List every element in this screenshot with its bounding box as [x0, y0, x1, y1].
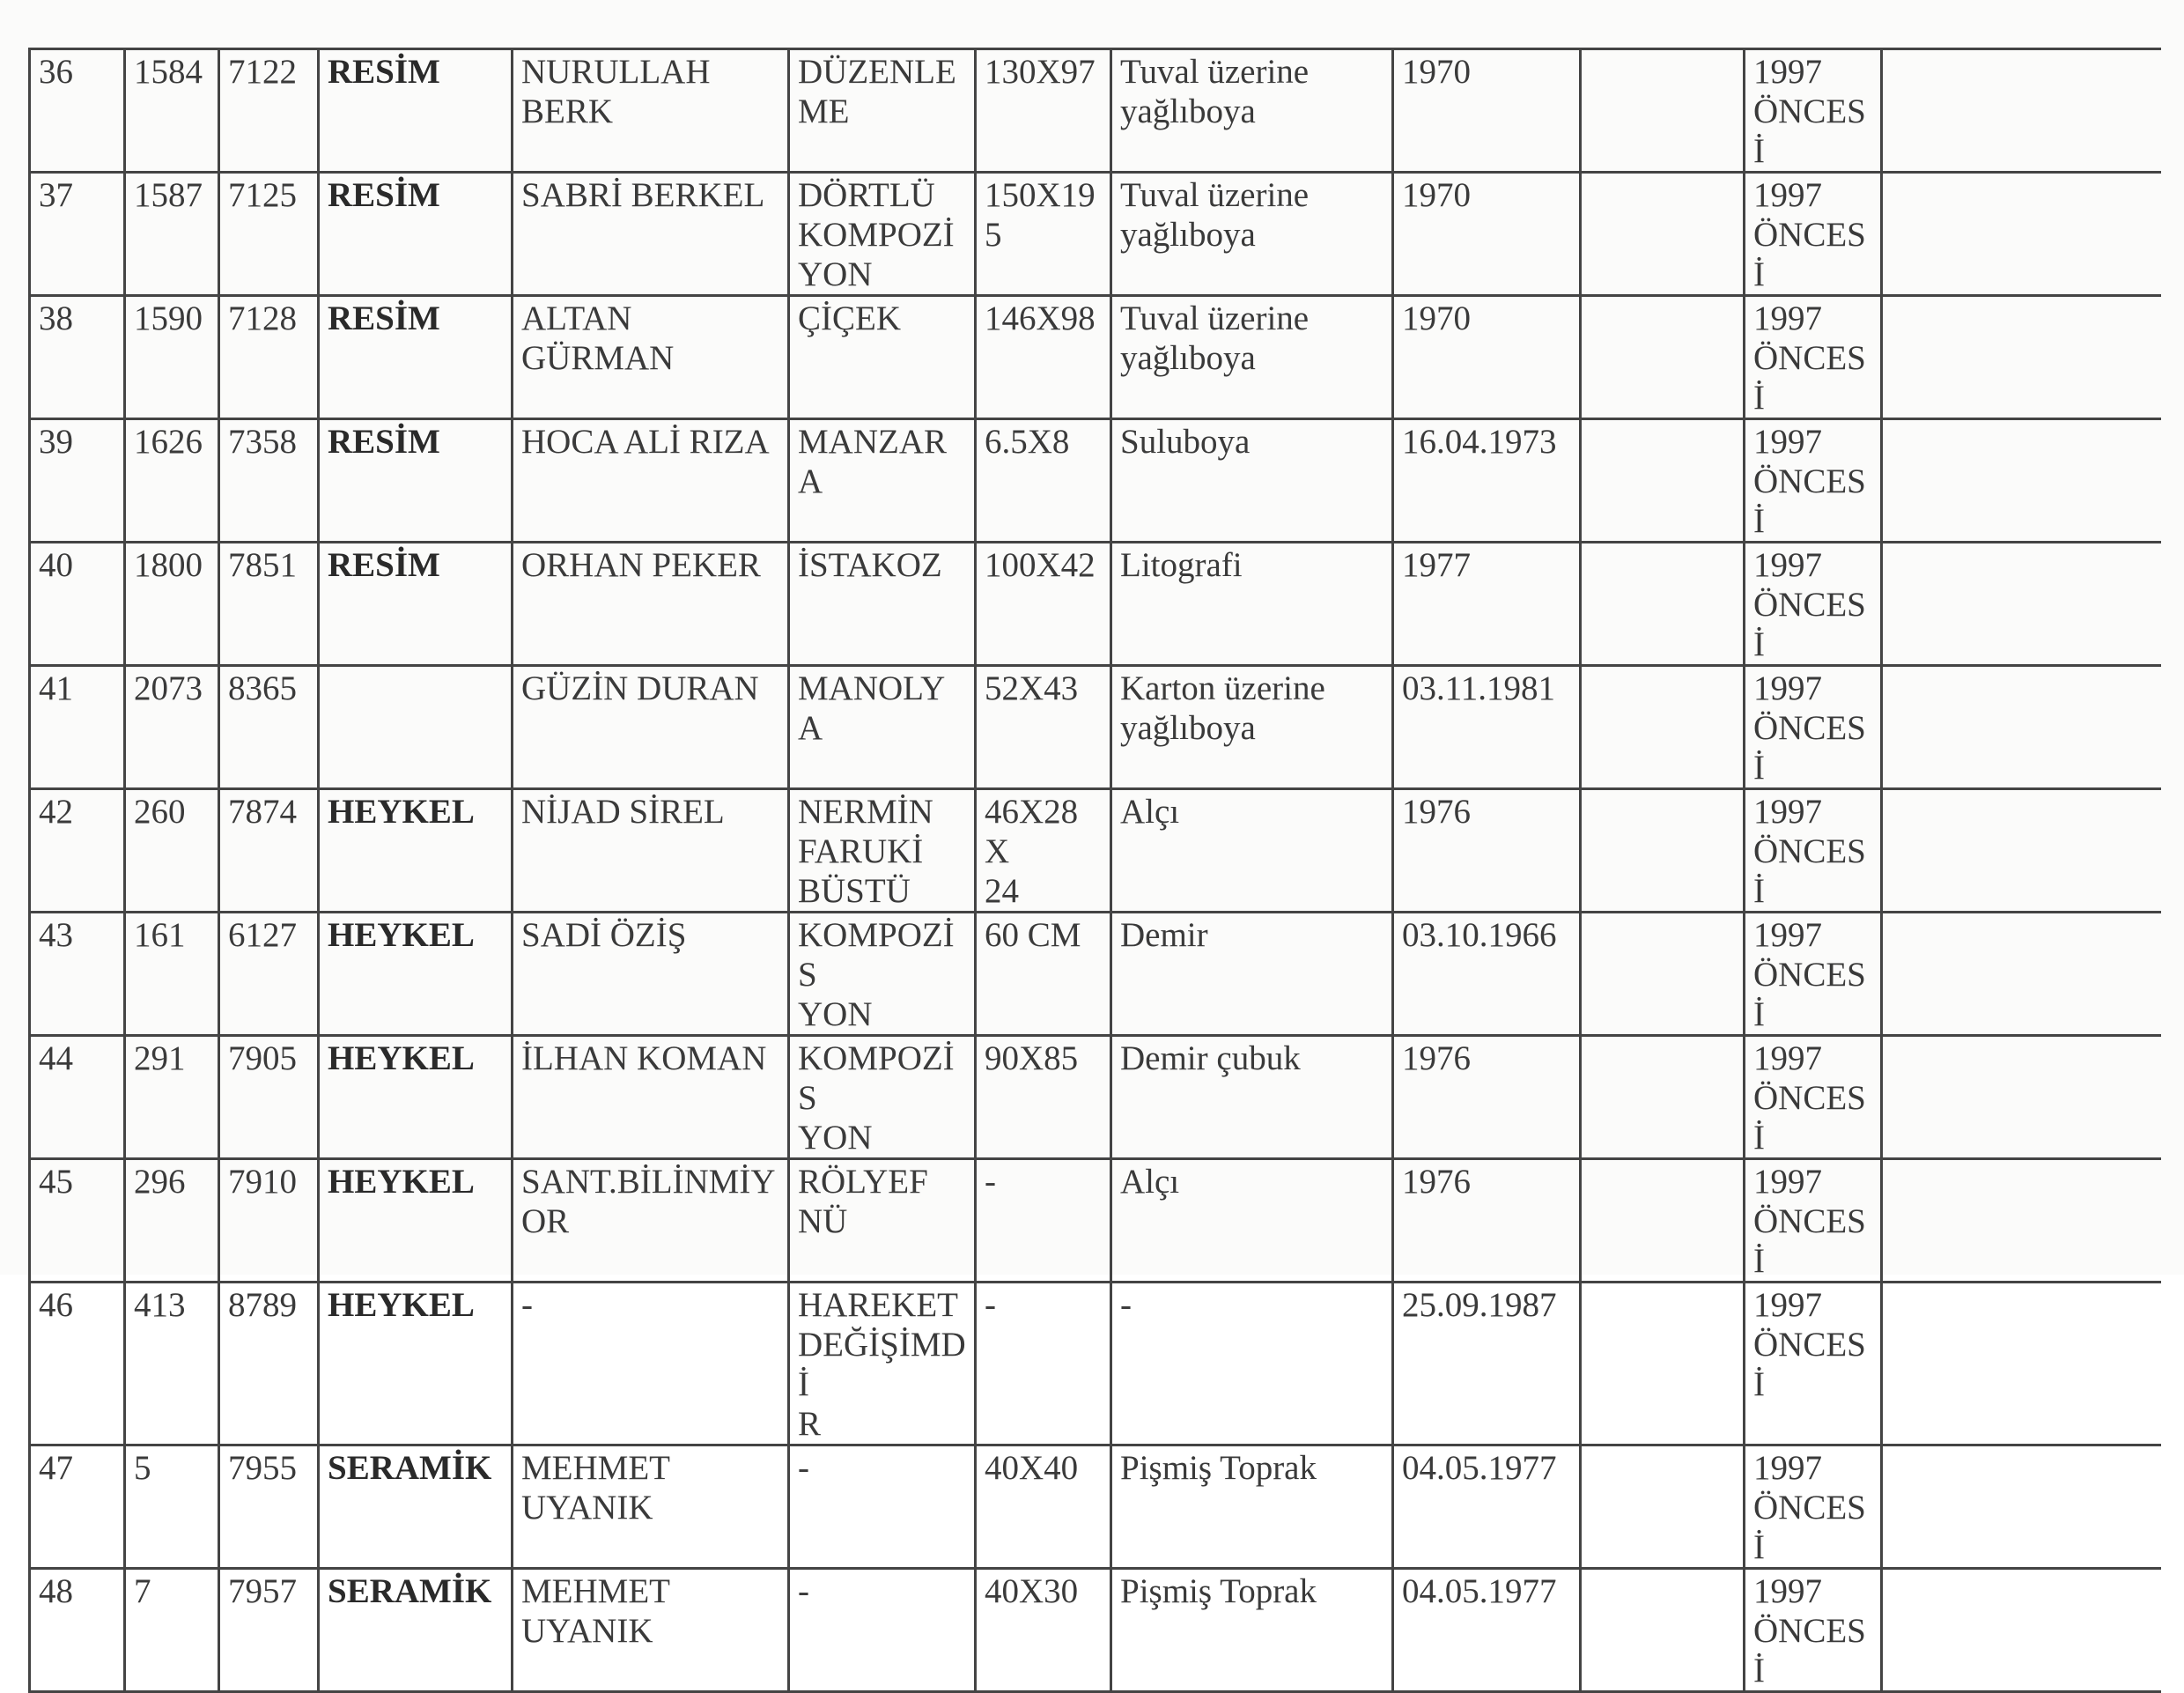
cell-acquisition-note: 1997 ÖNCESİ: [1745, 913, 1882, 1036]
cell-inventory-no-1: 1800: [125, 543, 219, 666]
cell-date: 1976: [1393, 789, 1581, 913]
cell-material: Demir: [1111, 913, 1393, 1036]
cell-date: 1970: [1393, 296, 1581, 419]
cell-extra: [1882, 666, 2161, 789]
cell-artist: SABRİ BERKEL: [513, 173, 789, 296]
cell-material: Litografi: [1111, 543, 1393, 666]
cell-date: 03.11.1981: [1393, 666, 1581, 789]
cell-date: 04.05.1977: [1393, 1569, 1581, 1692]
cell-acquisition-note: 1997 ÖNCESİ: [1745, 543, 1882, 666]
cell-title: HAREKET DEĞİŞİMDİ R: [789, 1283, 976, 1445]
cell-blank: [1581, 789, 1745, 913]
cell-inventory-no-1: 296: [125, 1159, 219, 1283]
cell-acquisition-note: 1997 ÖNCESİ: [1745, 1445, 1882, 1569]
cell-inventory-no-1: 260: [125, 789, 219, 913]
cell-artwork-type: RESİM: [319, 543, 513, 666]
cell-row-number: 36: [30, 49, 125, 173]
artwork-inventory-table: [28, 48, 2161, 1693]
cell-inventory-no-2: 7957: [219, 1569, 319, 1692]
cell-title: -: [789, 1445, 976, 1569]
cell-row-number: 40: [30, 543, 125, 666]
cell-dimensions: 40X40: [976, 1445, 1111, 1569]
cell-extra: [1882, 913, 2161, 1036]
cell-inventory-no-1: 291: [125, 1036, 219, 1159]
cell-artist: ORHAN PEKER: [513, 543, 789, 666]
cell-inventory-no-1: 1626: [125, 419, 219, 543]
cell-inventory-no-2: 8365: [219, 666, 319, 789]
cell-blank: [1581, 296, 1745, 419]
cell-artist: ALTAN GÜRMAN: [513, 296, 789, 419]
cell-artist: SANT.BİLİNMİY OR: [513, 1159, 789, 1283]
table-row: [30, 1159, 2161, 1283]
cell-title: KOMPOZİS YON: [789, 1036, 976, 1159]
cell-extra: [1882, 419, 2161, 543]
cell-row-number: 47: [30, 1445, 125, 1569]
cell-artwork-type: [319, 666, 513, 789]
cell-artist: MEHMET UYANIK: [513, 1445, 789, 1569]
cell-row-number: 44: [30, 1036, 125, 1159]
cell-artist: GÜZİN DURAN: [513, 666, 789, 789]
cell-acquisition-note: 1997 ÖNCESİ: [1745, 49, 1882, 173]
cell-title: MANZARA: [789, 419, 976, 543]
cell-artwork-type: SERAMİK: [319, 1445, 513, 1569]
cell-inventory-no-1: 7: [125, 1569, 219, 1692]
cell-date: 16.04.1973: [1393, 419, 1581, 543]
cell-inventory-no-1: 2073: [125, 666, 219, 789]
cell-blank: [1581, 1159, 1745, 1283]
cell-row-number: 42: [30, 789, 125, 913]
cell-acquisition-note: 1997 ÖNCESİ: [1745, 296, 1882, 419]
cell-acquisition-note: 1997 ÖNCESİ: [1745, 1569, 1882, 1692]
cell-artist: NİJAD SİREL: [513, 789, 789, 913]
cell-blank: [1581, 666, 1745, 789]
cell-material: Karton üzerine yağlıboya: [1111, 666, 1393, 789]
cell-blank: [1581, 49, 1745, 173]
cell-date: 03.10.1966: [1393, 913, 1581, 1036]
cell-extra: [1882, 173, 2161, 296]
cell-inventory-no-2: 7874: [219, 789, 319, 913]
cell-date: 1977: [1393, 543, 1581, 666]
cell-artwork-type: RESİM: [319, 296, 513, 419]
cell-title: RÖLYEF NÜ: [789, 1159, 976, 1283]
cell-blank: [1581, 1283, 1745, 1445]
cell-date: 1970: [1393, 49, 1581, 173]
cell-material: -: [1111, 1283, 1393, 1445]
table-row: [30, 1569, 2161, 1692]
cell-row-number: 45: [30, 1159, 125, 1283]
table-row: [30, 913, 2161, 1036]
cell-extra: [1882, 543, 2161, 666]
cell-date: 1976: [1393, 1036, 1581, 1159]
cell-blank: [1581, 173, 1745, 296]
cell-blank: [1581, 543, 1745, 666]
cell-title: KOMPOZİS YON: [789, 913, 976, 1036]
table-row: [30, 49, 2161, 173]
cell-artwork-type: HEYKEL: [319, 1283, 513, 1445]
table-row: [30, 296, 2161, 419]
cell-artist: HOCA ALİ RIZA: [513, 419, 789, 543]
cell-inventory-no-2: 7851: [219, 543, 319, 666]
cell-artwork-type: HEYKEL: [319, 789, 513, 913]
table-row: [30, 1445, 2161, 1569]
table-row: [30, 1283, 2161, 1445]
cell-blank: [1581, 1445, 1745, 1569]
cell-inventory-no-1: 1587: [125, 173, 219, 296]
table-row: [30, 419, 2161, 543]
cell-inventory-no-2: 7122: [219, 49, 319, 173]
cell-dimensions: 40X30: [976, 1569, 1111, 1692]
cell-blank: [1581, 913, 1745, 1036]
cell-dimensions: 100X42: [976, 543, 1111, 666]
table-row: [30, 1036, 2161, 1159]
cell-title: MANOLYA: [789, 666, 976, 789]
cell-material: Tuval üzerine yağlıboya: [1111, 173, 1393, 296]
cell-title: DÖRTLÜ KOMPOZİ YON: [789, 173, 976, 296]
cell-inventory-no-2: 8789: [219, 1283, 319, 1445]
cell-acquisition-note: 1997 ÖNCESİ: [1745, 173, 1882, 296]
cell-dimensions: -: [976, 1159, 1111, 1283]
cell-material: Pişmiş Toprak: [1111, 1445, 1393, 1569]
cell-dimensions: 60 CM: [976, 913, 1111, 1036]
cell-dimensions: 130X97: [976, 49, 1111, 173]
cell-row-number: 38: [30, 296, 125, 419]
cell-inventory-no-2: 7905: [219, 1036, 319, 1159]
cell-inventory-no-1: 1584: [125, 49, 219, 173]
cell-extra: [1882, 1569, 2161, 1692]
cell-acquisition-note: 1997 ÖNCESİ: [1745, 789, 1882, 913]
cell-inventory-no-1: 5: [125, 1445, 219, 1569]
cell-material: Tuval üzerine yağlıboya: [1111, 49, 1393, 173]
cell-material: Alçı: [1111, 789, 1393, 913]
cell-extra: [1882, 296, 2161, 419]
cell-row-number: 43: [30, 913, 125, 1036]
cell-material: Suluboya: [1111, 419, 1393, 543]
cell-dimensions: 6.5X8: [976, 419, 1111, 543]
cell-inventory-no-2: 6127: [219, 913, 319, 1036]
cell-artist: -: [513, 1283, 789, 1445]
cell-dimensions: 146X98: [976, 296, 1111, 419]
cell-blank: [1581, 1036, 1745, 1159]
cell-artwork-type: RESİM: [319, 173, 513, 296]
cell-inventory-no-1: 161: [125, 913, 219, 1036]
cell-extra: [1882, 1445, 2161, 1569]
cell-artist: MEHMET UYANIK: [513, 1569, 789, 1692]
cell-dimensions: -: [976, 1283, 1111, 1445]
cell-extra: [1882, 789, 2161, 913]
cell-row-number: 41: [30, 666, 125, 789]
cell-extra: [1882, 1283, 2161, 1445]
cell-artwork-type: RESİM: [319, 49, 513, 173]
cell-acquisition-note: 1997 ÖNCESİ: [1745, 1283, 1882, 1445]
cell-acquisition-note: 1997 ÖNCESİ: [1745, 419, 1882, 543]
cell-acquisition-note: 1997 ÖNCESİ: [1745, 666, 1882, 789]
cell-inventory-no-2: 7955: [219, 1445, 319, 1569]
cell-blank: [1581, 419, 1745, 543]
cell-title: -: [789, 1569, 976, 1692]
cell-dimensions: 46X28X 24: [976, 789, 1111, 913]
cell-title: DÜZENLE ME: [789, 49, 976, 173]
cell-material: Demir çubuk: [1111, 1036, 1393, 1159]
cell-row-number: 48: [30, 1569, 125, 1692]
cell-material: Alçı: [1111, 1159, 1393, 1283]
cell-material: Pişmiş Toprak: [1111, 1569, 1393, 1692]
cell-dimensions: 150X19 5: [976, 173, 1111, 296]
cell-artwork-type: HEYKEL: [319, 1159, 513, 1283]
table-row: [30, 789, 2161, 913]
cell-acquisition-note: 1997 ÖNCESİ: [1745, 1036, 1882, 1159]
cell-dimensions: 52X43: [976, 666, 1111, 789]
cell-dimensions: 90X85: [976, 1036, 1111, 1159]
cell-blank: [1581, 1569, 1745, 1692]
cell-inventory-no-2: 7910: [219, 1159, 319, 1283]
cell-artwork-type: HEYKEL: [319, 913, 513, 1036]
cell-row-number: 37: [30, 173, 125, 296]
cell-artwork-type: SERAMİK: [319, 1569, 513, 1692]
cell-artwork-type: RESİM: [319, 419, 513, 543]
cell-artist: İLHAN KOMAN: [513, 1036, 789, 1159]
cell-material: Tuval üzerine yağlıboya: [1111, 296, 1393, 419]
cell-artist: NURULLAH BERK: [513, 49, 789, 173]
table-row: [30, 173, 2161, 296]
cell-extra: [1882, 1159, 2161, 1283]
cell-date: 25.09.1987: [1393, 1283, 1581, 1445]
cell-row-number: 39: [30, 419, 125, 543]
cell-inventory-no-1: 1590: [125, 296, 219, 419]
cell-date: 04.05.1977: [1393, 1445, 1581, 1569]
cell-date: 1970: [1393, 173, 1581, 296]
cell-title: İSTAKOZ: [789, 543, 976, 666]
table-body: [30, 49, 2161, 1692]
cell-row-number: 46: [30, 1283, 125, 1445]
cell-extra: [1882, 49, 2161, 173]
table-row: [30, 666, 2161, 789]
cell-title: ÇİÇEK: [789, 296, 976, 419]
cell-inventory-no-1: 413: [125, 1283, 219, 1445]
cell-artwork-type: HEYKEL: [319, 1036, 513, 1159]
table-row: [30, 543, 2161, 666]
cell-artist: SADİ ÖZİŞ: [513, 913, 789, 1036]
cell-inventory-no-2: 7358: [219, 419, 319, 543]
cell-extra: [1882, 1036, 2161, 1159]
cell-date: 1976: [1393, 1159, 1581, 1283]
cell-inventory-no-2: 7125: [219, 173, 319, 296]
cell-title: NERMİN FARUKİ BÜSTÜ: [789, 789, 976, 913]
cell-acquisition-note: 1997 ÖNCESİ: [1745, 1159, 1882, 1283]
cell-inventory-no-2: 7128: [219, 296, 319, 419]
